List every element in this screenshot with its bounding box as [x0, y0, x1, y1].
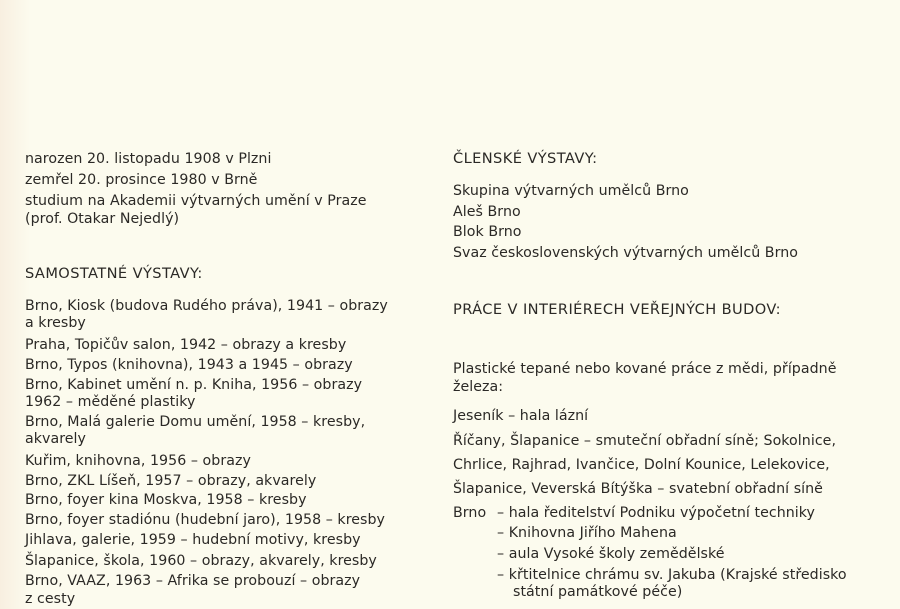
solo-exhibition-line: 1962 – měděné plastiky [25, 394, 196, 410]
solo-exhibition-line: Brno, foyer stadiónu (hudební jaro), 1958 – kresby [25, 512, 385, 528]
interior-work-line: Chrlice, Rajhrad, Ivančice, Dolní Kounice, Lelekovice, [453, 457, 830, 473]
solo-exhibition-line: Brno, Malá galerie Domu umění, 1958 – kresby, [25, 414, 366, 430]
bio-death: zemřel 20. prosince 1980 v Brně [25, 172, 258, 188]
brno-work-item: – aula Vysoké školy zemědělské [497, 546, 725, 562]
public-interiors-heading: PRÁCE V INTERIÉRECH VEŘEJNÝCH BUDOV: [453, 301, 781, 318]
member-exhibition-line: Skupina výtvarných umělců Brno [453, 183, 689, 199]
brno-label: Brno [453, 505, 487, 521]
interior-work-line: Jeseník – hala lázní [453, 408, 589, 424]
solo-exhibition-line: a kresby [25, 315, 86, 331]
solo-exhibition-line: z cesty [25, 591, 76, 607]
member-exhibition-line: Aleš Brno [453, 204, 521, 220]
solo-exhibition-line: Brno, Kiosk (budova Rudého práva), 1941 – obrazy [25, 298, 388, 314]
interior-work-line: Šlapanice, Veverská Bítýška – svatební obřadní síně [453, 481, 823, 497]
interior-work-line: Říčany, Šlapanice – smuteční obřadní síně; Sokolnice, [453, 433, 837, 449]
public-interiors-intro: Plastické tepané nebo kované práce z mědi, případně [453, 361, 837, 377]
solo-exhibition-line: Šlapanice, škola, 1960 – obrazy, akvarely, kresby [25, 553, 377, 569]
brno-work-item: – křtitelnice chrámu sv. Jakuba (Krajské středisko [497, 567, 847, 583]
solo-exhibitions-heading: SAMOSTATNÉ VÝSTAVY: [25, 265, 203, 282]
solo-exhibition-line: Brno, Typos (knihovna), 1943 a 1945 – obrazy [25, 357, 353, 373]
bio-professor: (prof. Otakar Nejedlý) [25, 211, 180, 227]
bio-study: studium na Akademii výtvarných umění v Praze [25, 193, 367, 209]
member-exhibition-line: Svaz československých výtvarných umělců Brno [453, 245, 798, 261]
solo-exhibition-line: Praha, Topičův salon, 1942 – obrazy a kresby [25, 337, 347, 353]
solo-exhibition-line: Jihlava, galerie, 1959 – hudební motivy, kresby [25, 532, 361, 548]
brno-work-item-continuation: státní památkové péče) [513, 584, 683, 600]
solo-exhibition-line: Brno, foyer kina Moskva, 1958 – kresby [25, 492, 307, 508]
solo-exhibition-line: akvarely [25, 431, 86, 447]
solo-exhibition-line: Brno, Kabinet umění n. p. Kniha, 1956 – obrazy [25, 377, 363, 393]
brno-work-item: – Knihovna Jiřího Mahena [497, 525, 677, 541]
solo-exhibition-line: Brno, ZKL Líšeň, 1957 – obrazy, akvarely [25, 473, 317, 489]
member-exhibitions-heading: ČLENSKÉ VÝSTAVY: [453, 150, 598, 167]
solo-exhibition-line: Kuřim, knihovna, 1956 – obrazy [25, 453, 251, 469]
bio-birth: narozen 20. listopadu 1908 v Plzni [25, 151, 272, 167]
member-exhibition-line: Blok Brno [453, 224, 522, 240]
solo-exhibition-line: Brno, VAAZ, 1963 – Afrika se probouzí – obrazy [25, 573, 361, 589]
public-interiors-intro: železa: [453, 379, 504, 395]
brno-work-item: – hala ředitelství Podniku výpočetní techniky [497, 505, 816, 521]
